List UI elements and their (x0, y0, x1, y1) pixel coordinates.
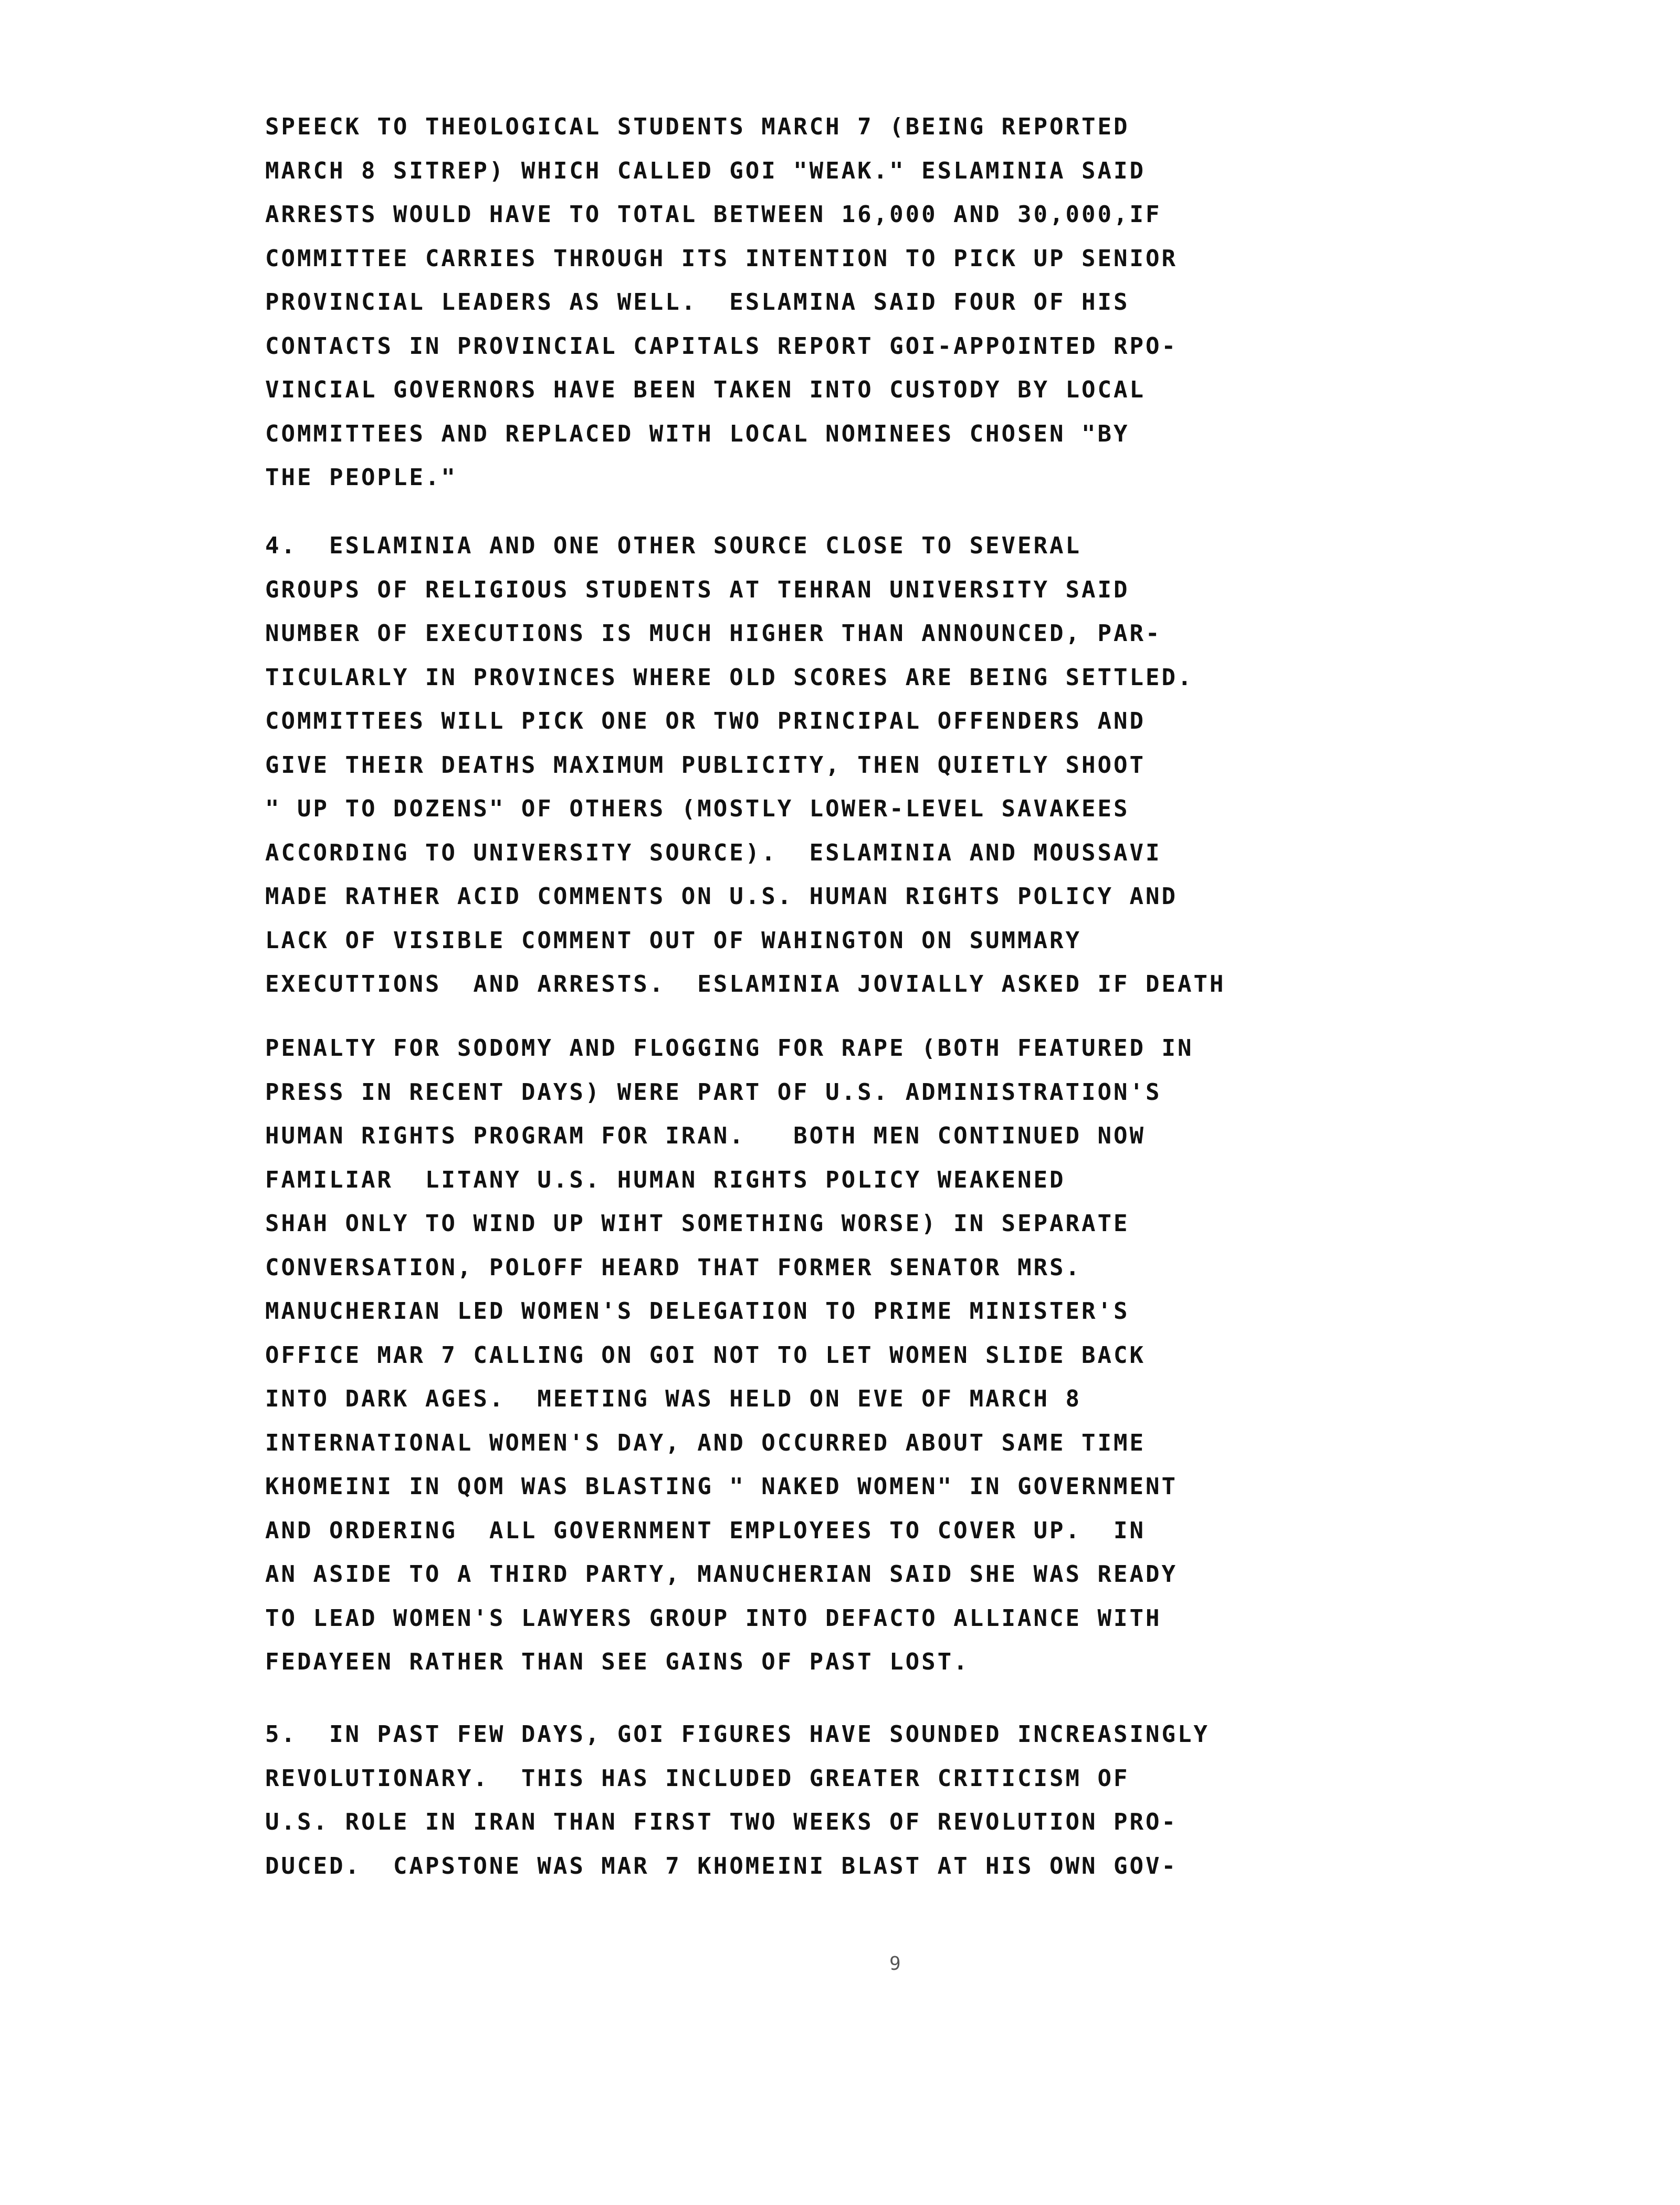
text-line: 5. IN PAST FEW DAYS, GOI FIGURES HAVE SOUNDED INCREASINGLY (265, 1721, 1210, 1748)
text-line: KHOMEINI IN QOM WAS BLASTING " NAKED WOMEN" IN GOVERNMENT (265, 1473, 1178, 1500)
text-line: COMMITTEE CARRIES THROUGH ITS INTENTION TO PICK UP SENIOR (265, 245, 1178, 272)
text-line: 4. ESLAMINIA AND ONE OTHER SOURCE CLOSE TO SEVERAL (265, 532, 1082, 559)
text-line: MADE RATHER ACID COMMENTS ON U.S. HUMAN RIGHTS POLICY AND (265, 883, 1178, 910)
text-line: NUMBER OF EXECUTIONS IS MUCH HIGHER THAN ANNOUNCED, PAR- (265, 620, 1162, 647)
text-line: FEDAYEEN RATHER THAN SEE GAINS OF PAST LOST. (265, 1648, 970, 1675)
text-line: PROVINCIAL LEADERS AS WELL. ESLAMINA SAID FOUR OF HIS (265, 289, 1130, 316)
text-line: SPEECK TO THEOLOGICAL STUDENTS MARCH 7 (BEING REPORTED (265, 113, 1130, 140)
text-line: DUCED. CAPSTONE WAS MAR 7 KHOMEINI BLAST AT HIS OWN GOV- (265, 1852, 1178, 1880)
paragraph-continuation (265, 105, 1368, 500)
text-line: THE PEOPLE." (265, 464, 457, 491)
text-line: AND ORDERING ALL GOVERNMENT EMPLOYEES TO COVER UP. IN (265, 1517, 1146, 1544)
paragraph-5 (265, 1713, 1368, 1888)
text-line: FAMILIAR LITANY U.S. HUMAN RIGHTS POLICY WEAKENED (265, 1166, 1066, 1193)
text-line: ACCORDING TO UNIVERSITY SOURCE). ESLAMINIA AND MOUSSAVI (265, 839, 1162, 866)
text-line: GROUPS OF RELIGIOUS STUDENTS AT TEHRAN UNIVERSITY SAID (265, 576, 1130, 603)
text-line: VINCIAL GOVERNORS HAVE BEEN TAKEN INTO CUSTODY BY LOCAL (265, 376, 1146, 403)
text-line: REVOLUTIONARY. THIS HAS INCLUDED GREATER CRITICISM OF (265, 1765, 1130, 1792)
text-line: TO LEAD WOMEN'S LAWYERS GROUP INTO DEFACTO ALLIANCE WITH (265, 1604, 1162, 1632)
text-line: INTO DARK AGES. MEETING WAS HELD ON EVE OF MARCH 8 (265, 1385, 1082, 1412)
text-line: CONVERSATION, POLOFF HEARD THAT FORMER SENATOR MRS. (265, 1254, 1082, 1281)
paragraph-4-continued (265, 1026, 1368, 1684)
text-line: HUMAN RIGHTS PROGRAM FOR IRAN. BOTH MEN CONTINUED NOW (265, 1122, 1146, 1149)
page-number: 9 (889, 1953, 901, 1975)
text-line: PENALTY FOR SODOMY AND FLOGGING FOR RAPE (BOTH FEATURED IN (265, 1035, 1194, 1062)
text-line: INTERNATIONAL WOMEN'S DAY, AND OCCURRED ABOUT SAME TIME (265, 1429, 1146, 1456)
text-line: CONTACTS IN PROVINCIAL CAPITALS REPORT GOI-APPOINTED RPO- (265, 332, 1178, 360)
text-line: COMMITTEES WILL PICK ONE OR TWO PRINCIPAL OFFENDERS AND (265, 708, 1146, 734)
text-line: PRESS IN RECENT DAYS) WERE PART OF U.S. ADMINISTRATION'S (265, 1078, 1162, 1106)
text-line: " UP TO DOZENS" OF OTHERS (MOSTLY LOWER-LEVEL SAVAKEES (265, 795, 1130, 822)
text-line: MANUCHERIAN LED WOMEN'S DELEGATION TO PRIME MINISTER'S (265, 1298, 1130, 1325)
text-line: U.S. ROLE IN IRAN THAN FIRST TWO WEEKS OF REVOLUTION PRO- (265, 1809, 1178, 1835)
text-line: COMMITTEES AND REPLACED WITH LOCAL NOMINEES CHOSEN "BY (265, 420, 1130, 447)
paragraph-4 (265, 524, 1368, 1006)
text-line: TICULARLY IN PROVINCES WHERE OLD SCORES ARE BEING SETTLED. (265, 664, 1194, 691)
text-line: OFFICE MAR 7 CALLING ON GOI NOT TO LET WOMEN SLIDE BACK (265, 1341, 1146, 1369)
text-line: LACK OF VISIBLE COMMENT OUT OF WAHINGTON ON SUMMARY (265, 927, 1082, 954)
text-line: GIVE THEIR DEATHS MAXIMUM PUBLICITY, THEN QUIETLY SHOOT (265, 751, 1146, 779)
text-line: ARRESTS WOULD HAVE TO TOTAL BETWEEN 16,000 AND 30,000,IF (265, 201, 1162, 228)
text-line: MARCH 8 SITREP) WHICH CALLED GOI "WEAK." ESLAMINIA SAID (265, 157, 1146, 184)
text-line: SHAH ONLY TO WIND UP WIHT SOMETHING WORSE) IN SEPARATE (265, 1210, 1130, 1237)
text-line: AN ASIDE TO A THIRD PARTY, MANUCHERIAN SAID SHE WAS READY (265, 1561, 1178, 1588)
text-line: EXECUTTIONS AND ARRESTS. ESLAMINIA JOVIALLY ASKED IF DEATH (265, 971, 1226, 998)
